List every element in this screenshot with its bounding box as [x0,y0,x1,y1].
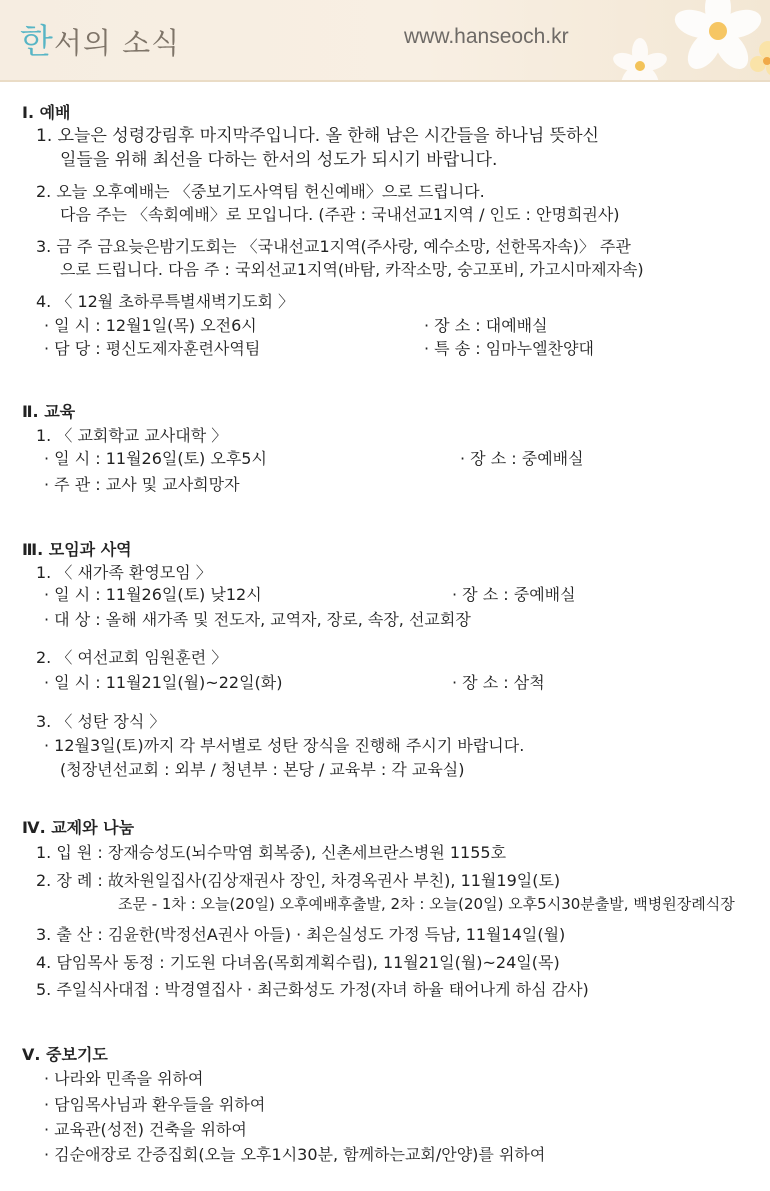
list-item: 1. 〈 새가족 환영모임 〉 [36,563,212,582]
title-rest: 서의 소식 [53,26,181,60]
list-item: · 대 상 : 올해 새가족 및 전도자, 교역자, 장로, 속장, 선교회장 [44,610,471,629]
list-item: (청장년선교회 : 외부 / 청년부 : 본당 / 교육부 : 각 교육실) [60,760,465,779]
list-item: · 나라와 민족을 위하여 [44,1069,204,1088]
list-item: 4. 담임목사 동정 : 기도원 다녀옴(목회계획수립), 11월21일(월)~24일(목) [36,953,560,972]
list-item: 다음 주는 〈속회예배〉로 모입니다. (주관 : 국내선교1지역 / 인도 : 안명희권사) [60,205,620,224]
list-item: · 담임목사님과 환우들을 위하여 [44,1095,266,1114]
section-title: Ⅲ. 모임과 사역 [22,540,132,559]
list-item: · 일 시 : 11월21일(월)~22일(화) [44,673,283,692]
section-title: Ⅴ. 중보기도 [22,1045,108,1064]
list-item: · 장 소 : 중예배실 [452,585,576,604]
list-item: 3. 출 산 : 김윤한(박정선A권사 아들) · 최은실성도 가정 득남, 11월14일(월) [36,925,566,944]
list-item: 3. 금 주 금요늦은밤기도회는 〈국내선교1지역(주사랑, 예수소망, 선한목자속)〉 주관 [36,237,631,256]
list-item: · 일 시 : 11월26일(토) 낮12시 [44,585,262,604]
title-highlight: 한 [20,22,54,62]
list-item: 2. 장 례 : 故차원일집사(김상재권사 장인, 차경옥권사 부친), 11월19일(토) [36,871,561,890]
list-item: · 특 송 : 임마누엘찬양대 [424,339,594,358]
website-url: www.hanseoch.kr [404,25,569,48]
list-item: · 장 소 : 중예배실 [460,449,584,468]
section-title: Ⅰ. 예배 [22,103,71,122]
list-item: · 장 소 : 삼척 [452,673,545,692]
list-item: · 교육관(성전) 건축을 위하여 [44,1120,247,1139]
list-item: 1. 오늘은 성령강림후 마지막주입니다. 올 한해 남은 시간들을 하나님 뜻하신 [36,126,599,146]
list-item: · 12월3일(토)까지 각 부서별로 성탄 장식을 진행해 주시기 바랍니다. [44,736,525,755]
list-item: 2. 〈 여선교회 임원훈련 〉 [36,648,228,667]
list-item: · 김순애장로 간증집회(오늘 오후1시30분, 함께하는교회/안양)를 위하여 [44,1145,546,1164]
list-item: 일들을 위해 최선을 다하는 한서의 성도가 되시기 바랍니다. [60,150,498,170]
list-item: 1. 〈 교회학교 교사대학 〉 [36,426,228,445]
list-item: · 주 관 : 교사 및 교사희망자 [44,475,240,494]
list-item: 3. 〈 성탄 장식 〉 [36,712,166,731]
list-item: · 일 시 : 11월26일(토) 오후5시 [44,449,267,468]
list-item: 4. 〈 12월 초하루특별새벽기도회 〉 [36,292,294,311]
section-title: Ⅱ. 교육 [22,402,76,421]
list-item: · 장 소 : 대예배실 [424,316,548,335]
section-title: Ⅳ. 교제와 나눔 [22,818,135,837]
list-item: 2. 오늘 오후예배는 〈중보기도사역팀 헌신예배〉으로 드립니다. [36,182,485,201]
list-item: 으로 드립니다. 다음 주 : 국외선교1지역(바탐, 카작소망, 숭고포비, 가고시마제자속) [60,260,644,279]
list-item: · 담 당 : 평신도제자훈련사역팀 [44,339,261,358]
list-item: · 일 시 : 12월1일(목) 오전6시 [44,316,257,335]
list-item: 5. 주일식사대접 : 박경열집사 · 최근화성도 가정(자녀 하율 태어나게 하심 감사) [36,980,589,999]
list-item: 1. 입 원 : 장재승성도(뇌수막염 회복중), 신촌세브란스병원 1155호 [36,843,507,862]
list-item: 조문 - 1차 : 오늘(20일) 오후예배후출발, 2차 : 오늘(20일) 오후5시30분출발, 백병원장례식장 [118,895,735,913]
